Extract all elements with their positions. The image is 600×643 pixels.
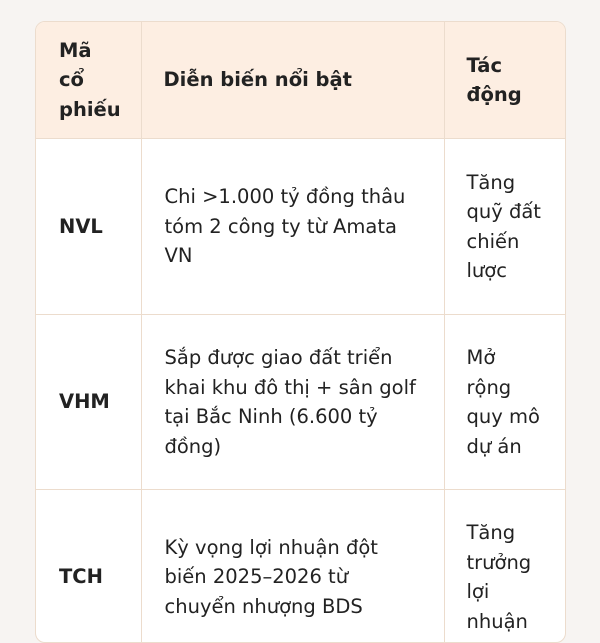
- stock-code-cell: TCH: [36, 490, 141, 643]
- stock-table: [36, 22, 565, 643]
- header-highlights: Diễn biến nổi bật: [141, 22, 444, 139]
- header-impact: Tác động: [444, 22, 565, 139]
- stock-code-cell: NVL: [36, 139, 141, 315]
- table-header-row: [36, 22, 565, 139]
- stock-table-card: [35, 21, 566, 643]
- impact-cell: Tăng trưởng lợi nhuận: [444, 490, 565, 643]
- stock-code-cell: VHM: [36, 315, 141, 490]
- highlight-cell: Sắp được giao đất triển khai khu đô thị + sân golf tại Bắc Ninh (6.600 tỷ đồng): [141, 315, 444, 490]
- impact-cell: Tăng quỹ đất chiến lược: [444, 139, 565, 315]
- highlight-cell: Chi >1.000 tỷ đồng thâu tóm 2 công ty từ Amata VN: [141, 139, 444, 315]
- table-row: [36, 315, 565, 490]
- highlight-cell: Kỳ vọng lợi nhuận đột biến 2025–2026 từ chuyển nhượng BDS: [141, 490, 444, 643]
- impact-cell: Mở rộng quy mô dự án: [444, 315, 565, 490]
- table-row: [36, 139, 565, 315]
- table-row: [36, 490, 565, 643]
- header-stock-code: Mã cổ phiếu: [36, 22, 141, 139]
